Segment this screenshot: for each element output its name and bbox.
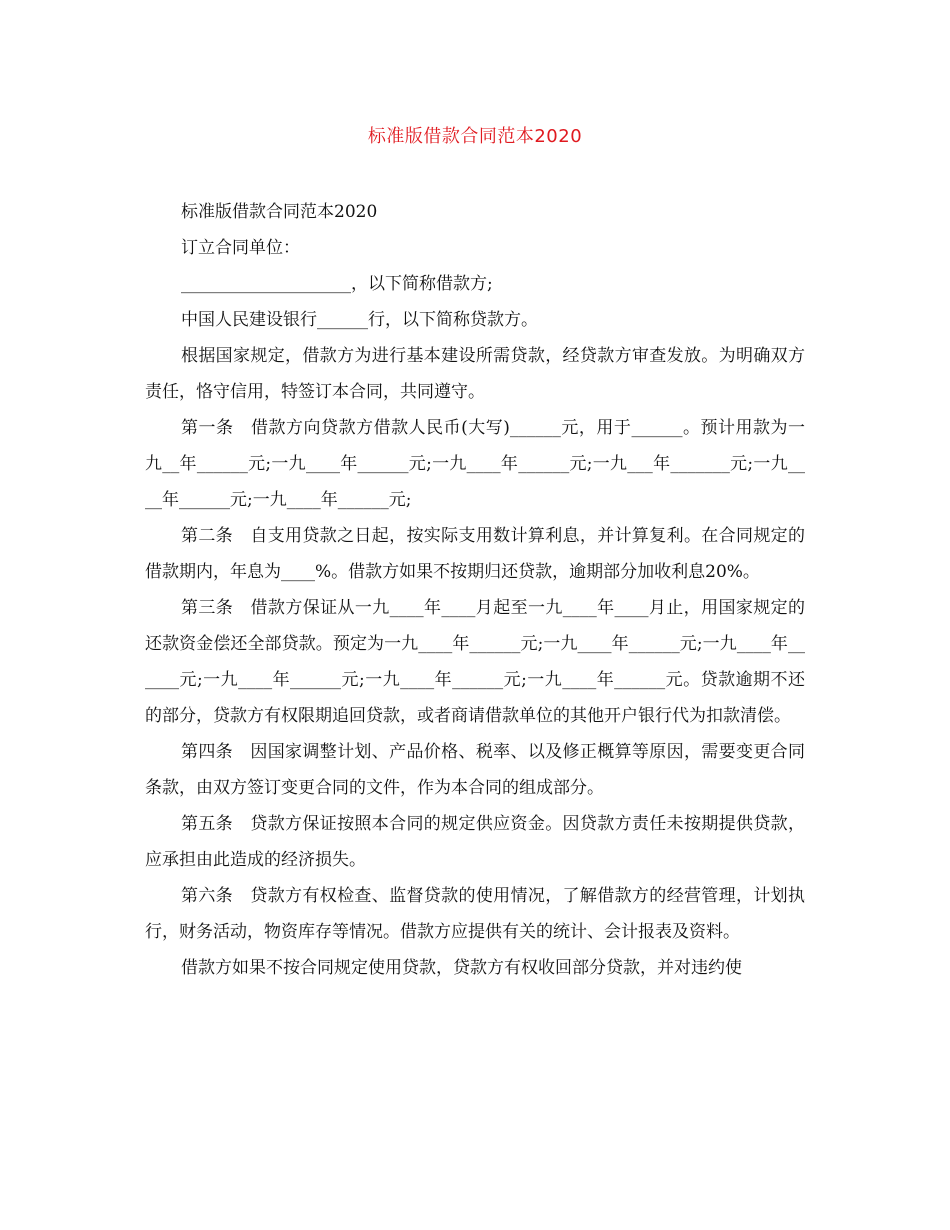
paragraph-article-2: 第二条 自支用贷款之日起，按实际支用数计算利息，并计算复利。在合同规定的借款期内，年息为____%。借款方如果不按期归还贷款，逾期部分加收利息20%。	[145, 526, 805, 582]
paragraph-article-4: 第四条 因国家调整计划、产品价格、税率、以及修正概算等原因，需要变更合同条款，由双方签订变更合同的文件，作为本合同的组成部分。	[145, 742, 805, 798]
paragraph-parties-label: 订立合同单位：	[181, 238, 300, 258]
paragraph-article-6: 第六条 贷款方有权检查、监督贷款的使用情况，了解借款方的经营管理，计划执行，财务活动，物资库存等情况。借款方应提供有关的统计、会计报表及资料。	[145, 886, 805, 942]
paragraph-article-6-continued: 借款方如果不按合同规定使用贷款，贷款方有权收回部分贷款，并对违约使	[181, 958, 742, 978]
paragraph-lender: 中国人民建设银行______行，以下简称贷款方。	[181, 310, 538, 330]
paragraph-article-5: 第五条 贷款方保证按照本合同的规定供应资金。因贷款方责任未按期提供贷款，应承担由此造成的经济损失。	[145, 814, 805, 870]
document-body	[145, 194, 805, 986]
paragraph-article-3: 第三条 借款方保证从一九____年____月起至一九____年____月止，用国家规定的还款资金偿还全部贷款。预定为一九____年______元;一九____年______元;一九____年______元;一九____年______元;一九____年______元;一九____年______元。贷款逾期不还的部分，贷款方有权限期追回贷款，或者商请借款单位的其他开户银行代为扣款清偿。	[145, 598, 805, 726]
paragraph-heading: 标准版借款合同范本2020	[181, 202, 378, 222]
paragraph-borrower: ____________________，以下简称借款方;	[181, 274, 493, 294]
paragraph-article-1: 第一条 借款方向贷款方借款人民币(大写)______元，用于______。预计用款为一九__年______元;一九____年______元;一九____年______元;一九___年_______元;一九____年______元;一九____年______元;	[145, 418, 805, 510]
document-title: 标准版借款合同范本2020	[367, 126, 583, 147]
paragraph-preamble: 根据国家规定，借款方为进行基本建设所需贷款，经贷款方审查发放。为明确双方责任，恪守信用，特签订本合同，共同遵守。	[145, 346, 805, 402]
